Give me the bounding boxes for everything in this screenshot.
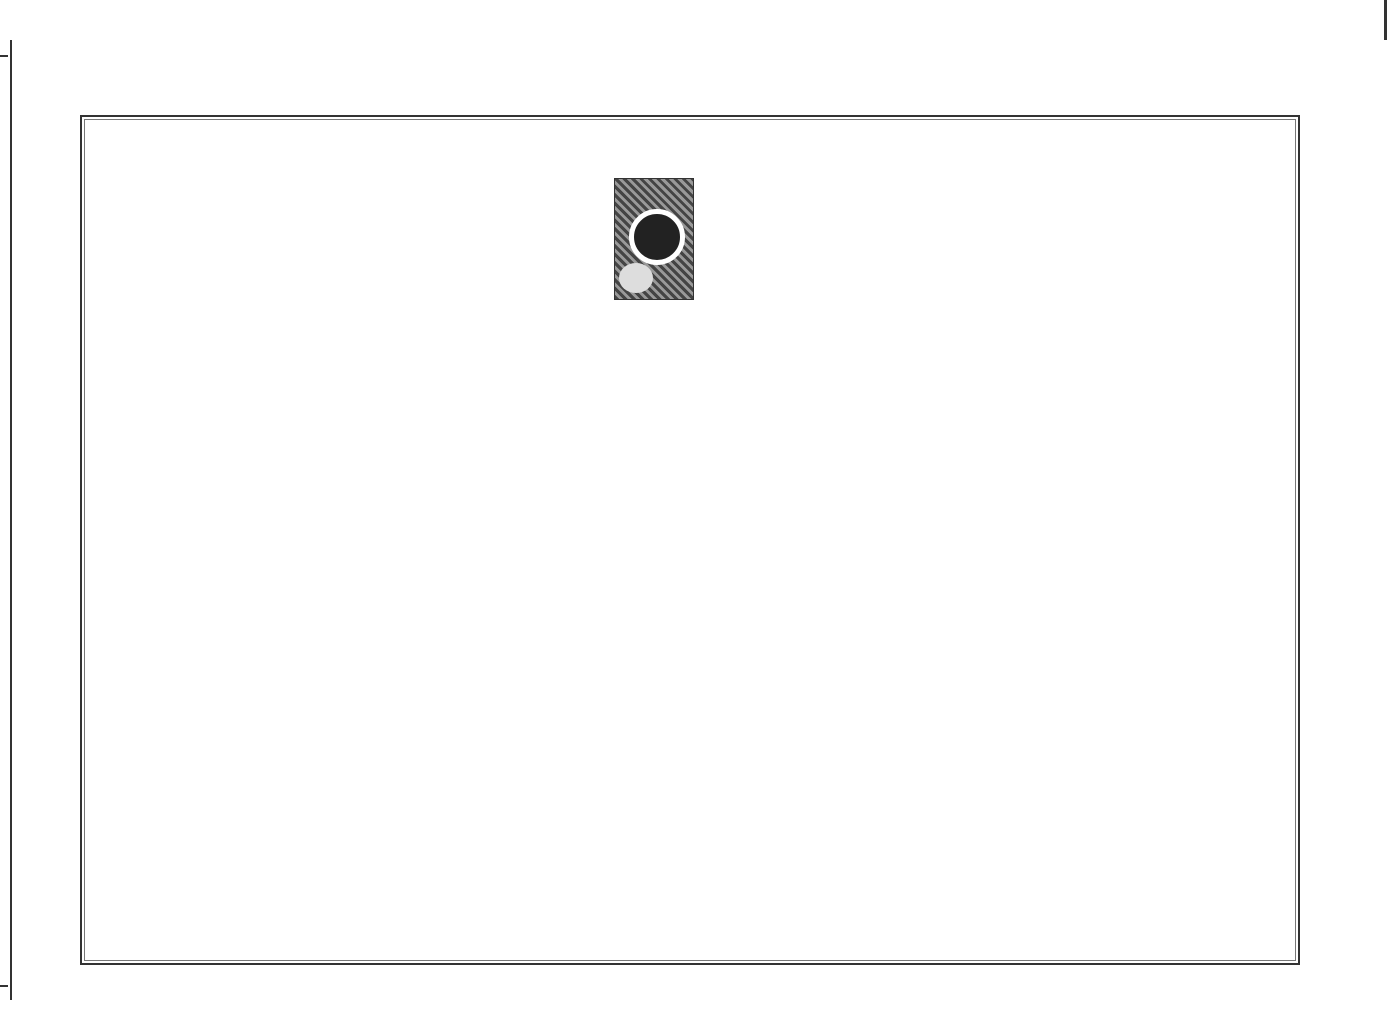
logo-wheel bbox=[629, 209, 685, 265]
scan-mark bbox=[0, 55, 8, 57]
scan-edge bbox=[1384, 0, 1387, 40]
number-column bbox=[664, 270, 724, 810]
logo-figure bbox=[619, 263, 653, 293]
scan-mark bbox=[0, 985, 8, 987]
scan-edge bbox=[10, 40, 12, 1000]
